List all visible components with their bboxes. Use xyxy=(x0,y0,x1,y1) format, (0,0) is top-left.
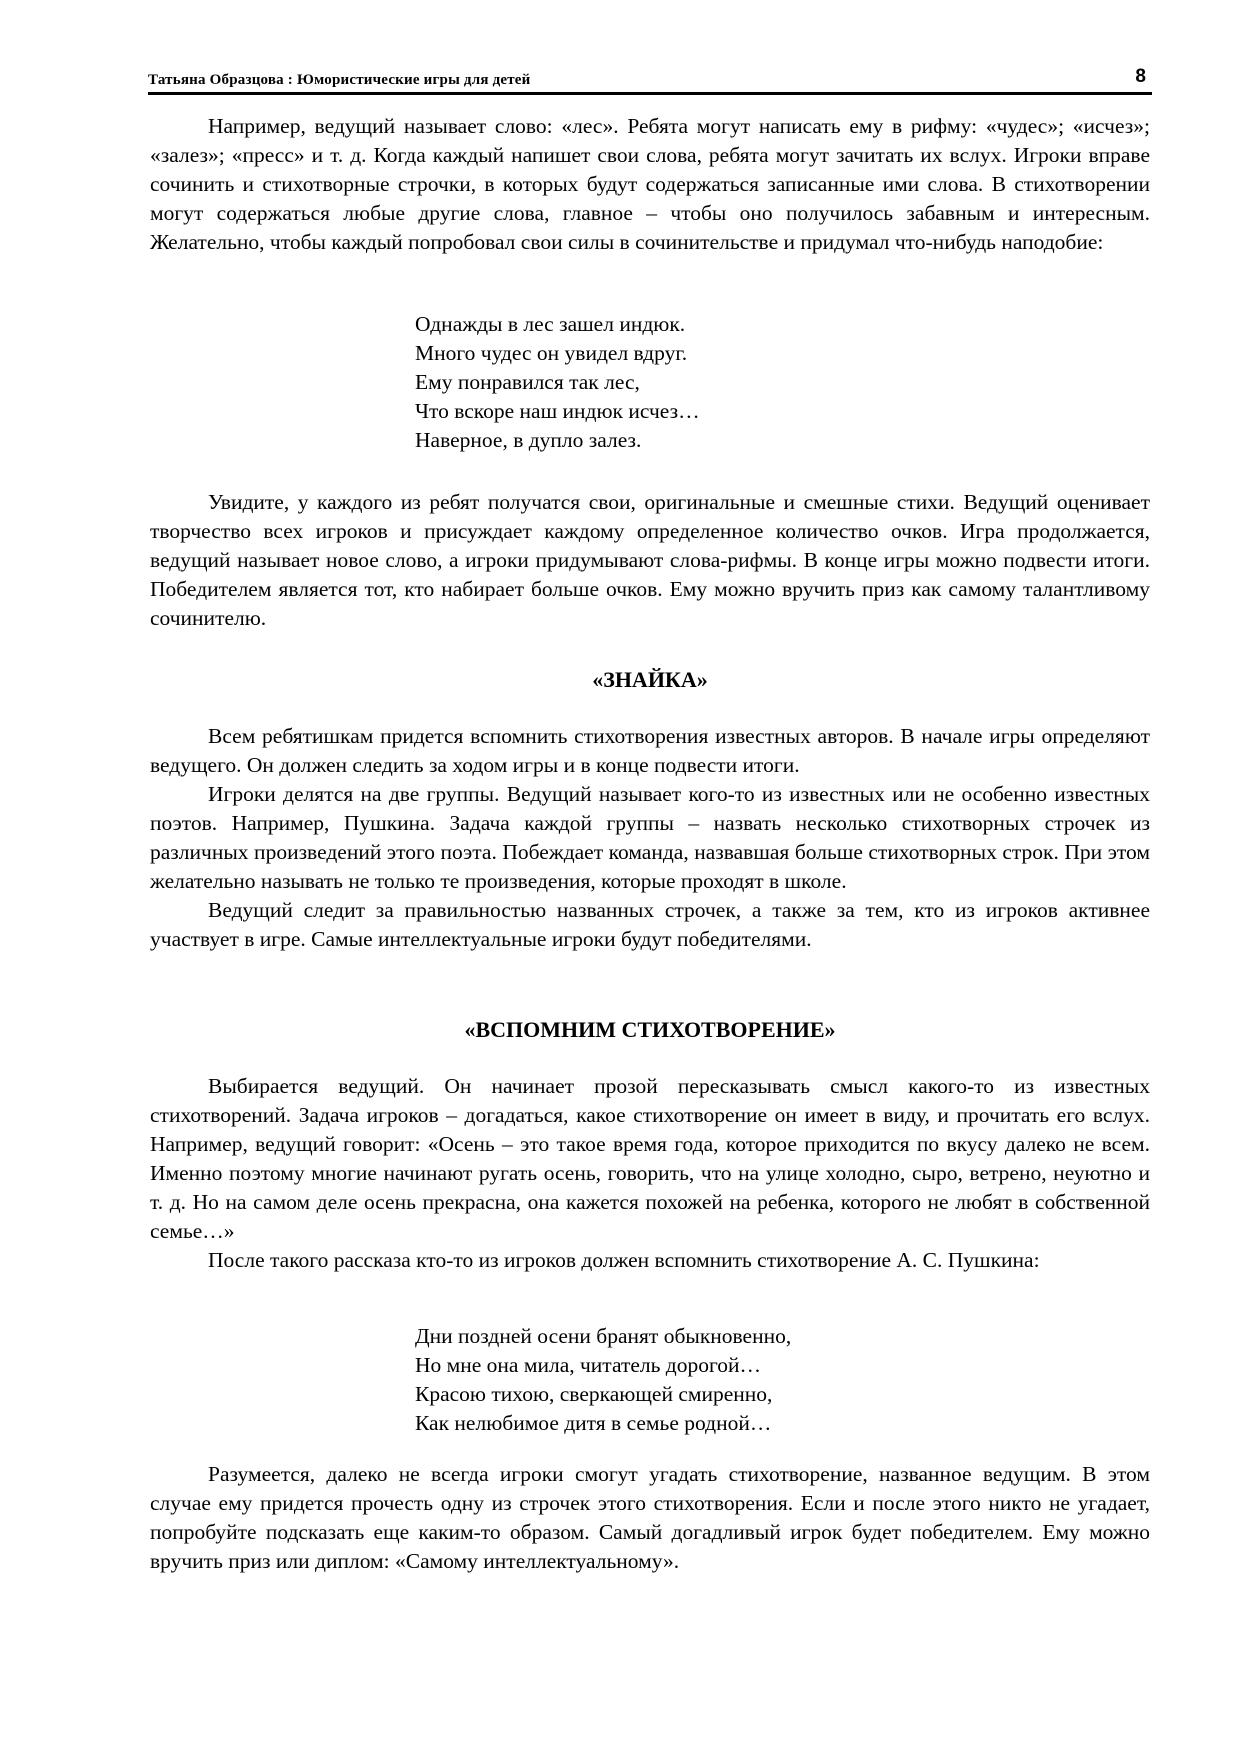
running-header xyxy=(148,66,1152,95)
poem-line: Но мне она мила, читатель дорогой… xyxy=(415,1353,762,1377)
section-heading-znaika: «ЗНАЙКА» xyxy=(592,667,708,692)
vspomnim-paragraph: После такого рассказа кто-то из игроков должен вспомнить стихотворение А. С. Пушкина: xyxy=(208,1248,1040,1272)
poem-line: Дни поздней осени бранят обыкновенно, xyxy=(415,1324,792,1348)
znaika-paragraph: Ведущий следит за правильностью названных строчек, а также за тем, кто из игроков активнее участвует в игре. Самые интеллектуальные игроки будут победителями. xyxy=(150,898,1150,951)
section-znaika-body xyxy=(150,722,1150,954)
poem-line: Что вскоре наш индюк исчез… xyxy=(415,399,700,423)
section-heading-vspomnim: «ВСПОМНИМ СТИХОТВОРЕНИЕ» xyxy=(464,1017,836,1042)
header-title: Татьяна Образцова : Юмористические игры для детей xyxy=(148,72,531,88)
znaika-paragraph: Игроки делятся на две группы. Ведущий называет кого-то из известных или не особенно известных поэтов. Например, Пушкина. Задача каждой группы – назвать несколько стихотворных строчек из различных произведений этого поэта. Побеждает команда, назвавшая больше стихотворных строк. При этом желательно называть не только те произведения, которые проходят в школе. xyxy=(150,782,1150,893)
poem-pushkin xyxy=(415,1322,791,1438)
poem-line: Много чудес он увидел вдруг. xyxy=(415,341,688,365)
section-vspomnim-body xyxy=(150,1072,1150,1275)
poem-line: Однажды в лес зашел индюк. xyxy=(415,312,686,336)
vspomnim-paragraph: Выбирается ведущий. Он начинает прозой пересказывать смысл какого-то из известных стихотворений. Задача игроков – догадаться, какое стихотворение он имеет в виду, и прочитать его вслух. Например, ведущий говорит: «Осень – это такое время года, которое приходится по вкусу далеко не всем. Именно поэтому многие начинают ругать осень, говорить, что на улице холодно, сыро, ветрено, неуютно и т. д. Но на самом деле осень прекрасна, она кажется похожей на ребенка, которого не любят в собственной семье…» xyxy=(150,1074,1150,1243)
poem-turkey xyxy=(415,310,700,455)
poem-line: Наверное, в дупло залез. xyxy=(415,428,642,452)
znaika-paragraph: Всем ребятишкам придется вспомнить стихотворения известных авторов. В начале игры определяют ведущего. Он должен следить за ходом игры и в конце подвести итоги. xyxy=(150,724,1150,777)
page-number: 8 xyxy=(1135,66,1146,87)
intro-paragraph-2-block xyxy=(150,488,1150,633)
poem-line: Красою тихою, сверкающей смиренно, xyxy=(415,1382,773,1406)
intro-paragraph-2: Увидите, у каждого из ребят получатся свои, оригинальные и смешные стихи. Ведущий оценивает творчество всех игроков и присуждает каждому определенное количество очков. Игра продолжается, ведущий называет новое слово, а игроки придумывают слова-рифмы. В конце игры можно подвести итоги. Победителем является тот, кто набирает больше очков. Ему можно вручить приз как самому талантливому сочинителю. xyxy=(150,490,1150,630)
intro-paragraph-1: Например, ведущий называет слово: «лес». Ребята могут написать ему в рифму: «чудес»; «исчез»; «залез»; «пресс» и т. д. Когда каждый напишет свои слова, ребята могут зачитать их вслух. Игроки вправе сочинить и стихотворные строчки, в которых будут содержаться записанные ими слова. В стихотворении могут содержаться любые другие слова, главное – чтобы оно получилось забавным и интересным. Желательно, чтобы каждый попробовал свои силы в сочинительстве и придумал что-нибудь наподобие: xyxy=(150,114,1150,254)
poem-line: Как нелюбимое дитя в семье родной… xyxy=(415,1411,772,1435)
poem-line: Ему понравился так лес, xyxy=(415,370,640,394)
closing-paragraph: Разумеется, далеко не всегда игроки смогут угадать стихотворение, названное ведущим. В этом случае ему придется прочесть одну из строчек этого стихотворения. Если и после этого никто не угадает, попробуйте подсказать еще каким-то образом. Самый догадливый игрок будет победителем. Ему можно вручить приз или диплом: «Самому интеллектуальному». xyxy=(150,1462,1150,1573)
closing-paragraph-block xyxy=(150,1460,1150,1576)
intro-paragraph-1-block xyxy=(150,112,1150,257)
